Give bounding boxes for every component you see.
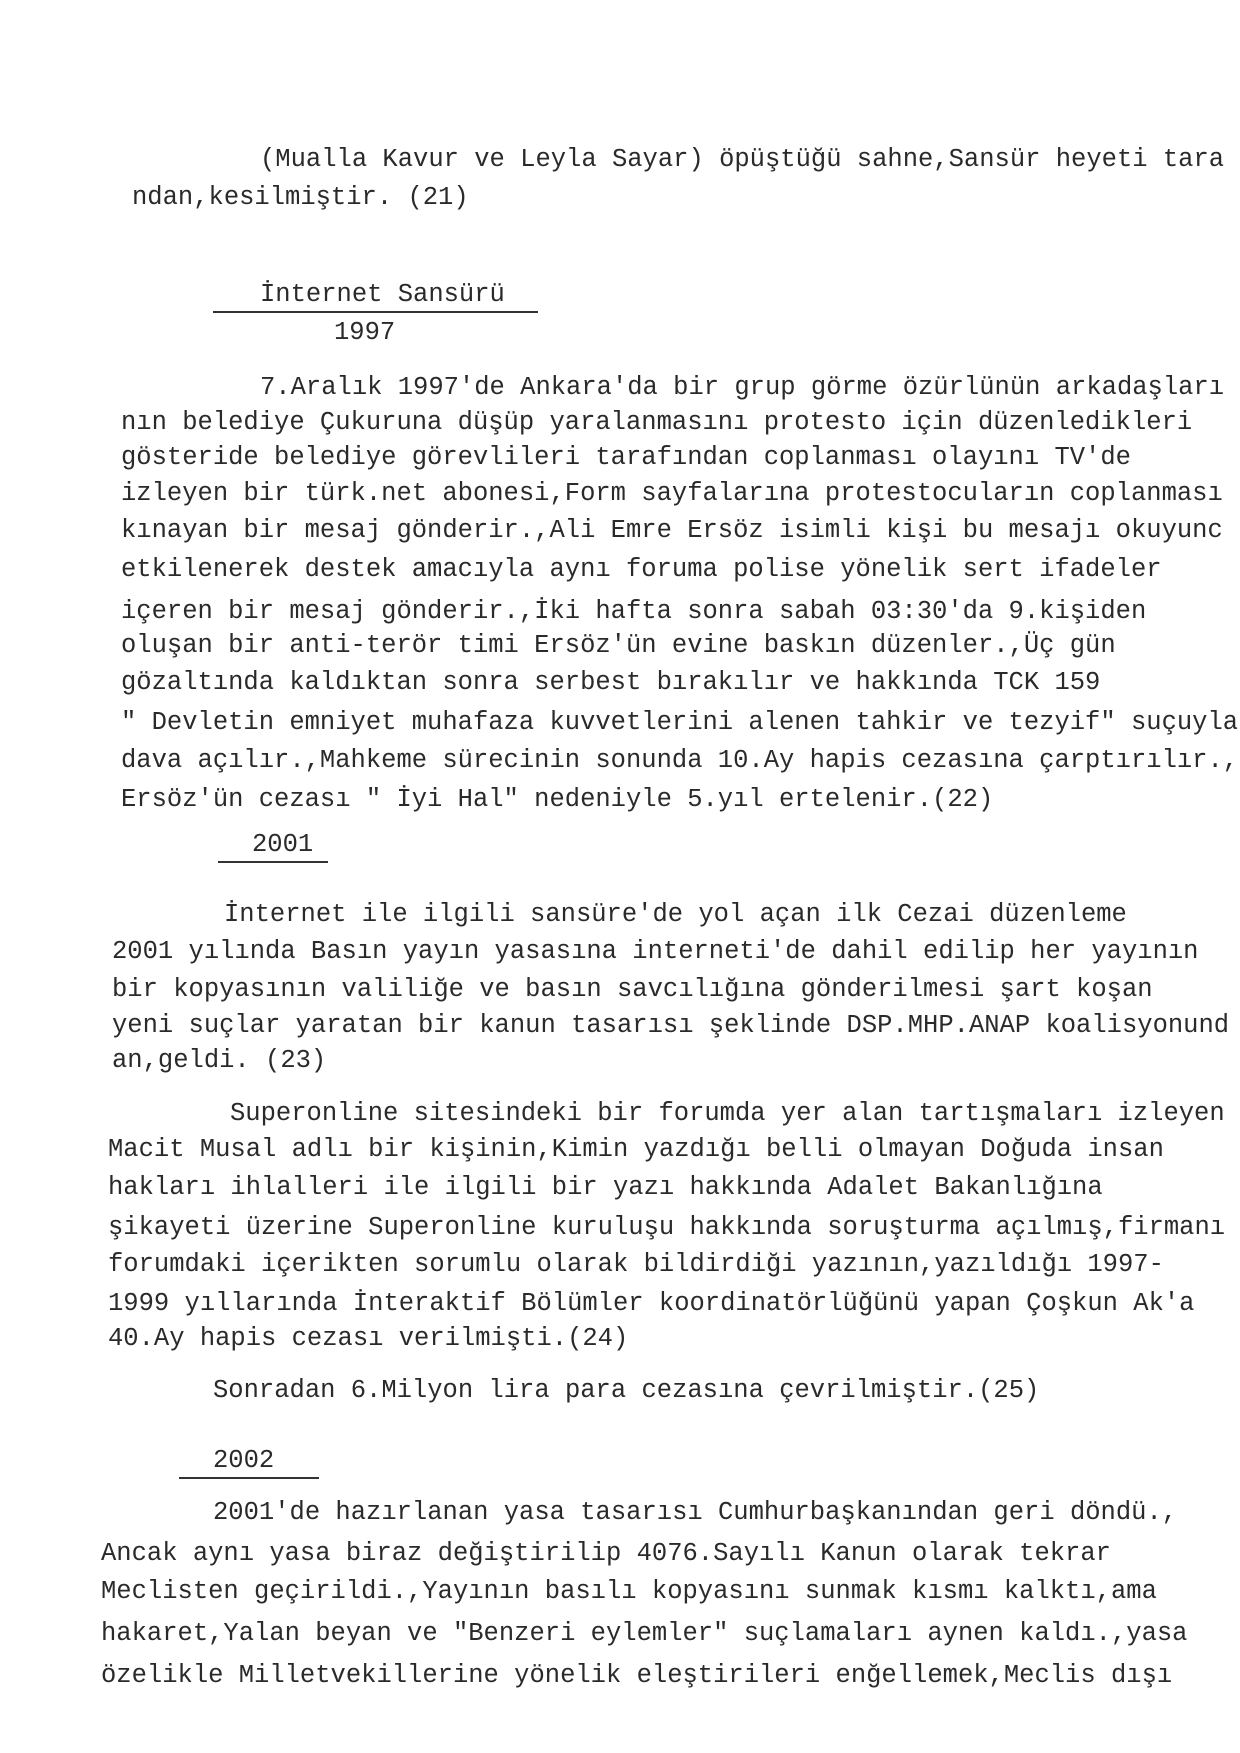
text-line: özelikle Milletvekillerine yönelik eleştirileri enğellemek,Meclis dışı xyxy=(101,1661,1173,1690)
text-line: " Devletin emniyet muhafaza kuvvetlerini alenen tahkir ve tezyif" suçuyla xyxy=(121,708,1239,737)
year-heading-underline xyxy=(179,1477,319,1479)
text-line: Ersöz'ün cezası " İyi Hal" nedeniyle 5.yıl ertelenir.(22) xyxy=(121,785,994,814)
text-line: yeni suçlar yaratan bir kanun tasarısı şeklinde DSP.MHP.ANAP koalisyonund xyxy=(112,1011,1230,1040)
text-line: nın belediye Çukuruna düşüp yaralanmasını protesto için düzenledikleri xyxy=(121,408,1193,437)
text-line: Sonradan 6.Milyon lira para cezasına çevrilmiştir.(25) xyxy=(213,1376,1040,1405)
text-line: 7.Aralık 1997'de Ankara'da bir grup görme özürlünün arkadaşları xyxy=(260,373,1225,402)
text-line: 2001 yılında Basın yayın yasasına interneti'de dahil edilip her yayının xyxy=(112,937,1199,966)
section-title-underline xyxy=(213,311,538,313)
text-line: (Mualla Kavur ve Leyla Sayar) öpüştüğü sahne,Sansür heyeti tara xyxy=(260,145,1225,174)
text-line: 40.Ay hapis cezası verilmişti.(24) xyxy=(108,1324,629,1353)
year-heading-2001: 2001 xyxy=(252,830,314,859)
text-line: 2001'de hazırlanan yasa tasarısı Cumhurbaşkanından geri döndü., xyxy=(213,1498,1178,1527)
text-line: gözaltında kaldıktan sonra serbest bırakılır ve hakkında TCK 159 xyxy=(121,668,1101,697)
text-line: ndan,kesilmiştir. (21) xyxy=(132,183,469,212)
year-heading-1997: 1997 xyxy=(334,318,396,347)
text-line: 1999 yıllarında İnteraktif Bölümler koordinatörlüğünü yapan Çoşkun Ak'a xyxy=(108,1289,1195,1318)
text-line: Meclisten geçirildi.,Yayının basılı kopyasını sunmak kısmı kalktı,ama xyxy=(101,1577,1157,1606)
text-line: hakaret,Yalan beyan ve "Benzeri eylemler" suçlamaları aynen kaldı.,yasa xyxy=(101,1619,1188,1648)
year-heading-2002: 2002 xyxy=(213,1446,275,1475)
year-heading-underline xyxy=(218,861,328,863)
text-line: izleyen bir türk.net abonesi,Form sayfalarına protestocuların coplanması xyxy=(121,479,1223,508)
text-line: Ancak aynı yasa biraz değiştirilip 4076.Sayılı Kanun olarak tekrar xyxy=(101,1539,1111,1568)
text-line: an,geldi. (23) xyxy=(112,1046,327,1075)
text-line: şikayeti üzerine Superonline kuruluşu hakkında soruşturma açılmış,firmanı xyxy=(108,1213,1226,1242)
text-line: etkilenerek destek amacıyla aynı foruma polise yönelik sert ifadeler xyxy=(121,555,1162,584)
text-line: dava açılır.,Mahkeme sürecinin sonunda 10.Ay hapis cezasına çarptırılır., xyxy=(121,746,1239,775)
text-line: hakları ihlalleri ile ilgili bir yazı hakkında Adalet Bakanlığına xyxy=(108,1173,1103,1202)
text-line: Superonline sitesindeki bir forumda yer alan tartışmaları izleyen xyxy=(230,1099,1225,1128)
text-line: Macit Musal adlı bir kişinin,Kimin yazdığı belli olmayan Doğuda insan xyxy=(108,1135,1164,1164)
section-title: İnternet Sansürü xyxy=(260,280,505,309)
text-line: İnternet ile ilgili sansüre'de yol açan ilk Cezai düzenleme xyxy=(224,900,1127,929)
text-line: bir kopyasının valiliğe ve basın savcılığına gönderilmesi şart koşan xyxy=(112,975,1153,1004)
text-line: forumdaki içerikten sorumlu olarak bildirdiği yazının,yazıldığı 1997- xyxy=(108,1250,1164,1279)
text-line: kınayan bir mesaj gönderir.,Ali Emre Ersöz isimli kişi bu mesajı okuyunc xyxy=(121,516,1223,545)
text-line: gösteride belediye görevlileri tarafından coplanması olayını TV'de xyxy=(121,443,1131,472)
text-line: içeren bir mesaj gönderir.,İki hafta sonra sabah 03:30'da 9.kişiden xyxy=(121,597,1147,626)
text-line: oluşan bir anti-terör timi Ersöz'ün evine baskın düzenler.,Üç gün xyxy=(121,631,1116,660)
